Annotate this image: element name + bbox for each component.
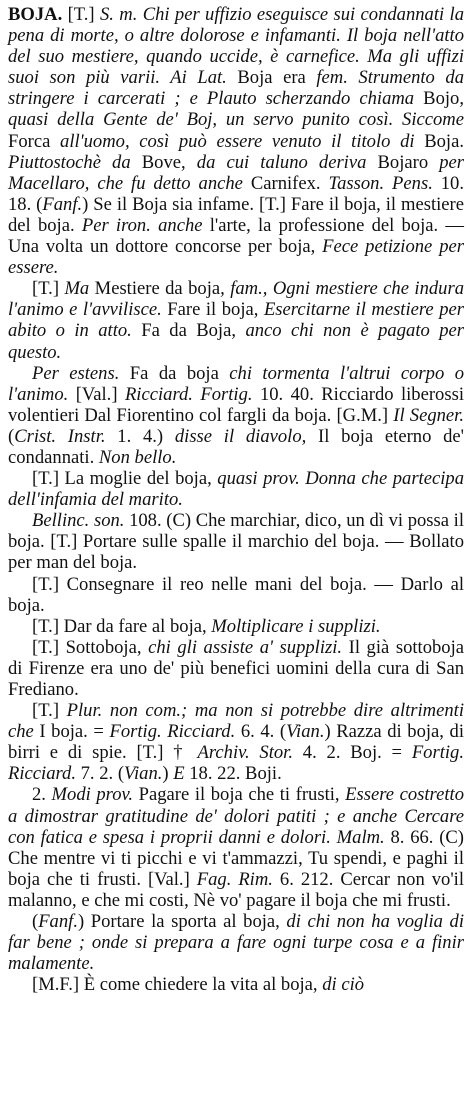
entry-text-segment: Fa da Boja, [131,320,246,342]
entry-paragraph [8,574,464,616]
entry-text-segment: Vian. [124,763,163,785]
entry-text-segment: ) [162,763,174,785]
entry-text-segment: [T.] La moglie del boja, [32,468,218,490]
entry-text-segment: Mestiere da boja [89,278,221,300]
entry-text-segment: 10. 40. Ricciardo liberossi volentieri Dal Fiorentino col fargli da boja. [G.M.] [8,383,464,426]
entry-text-segment: Per iron. anche [81,214,203,236]
entry-text-segment: quasi della Gente de' Boj, un servo punito così. Siccome [8,109,464,131]
headword: BOJA. [8,4,63,25]
entry-text-segment: Carnifex. [242,172,329,194]
entry-text-segment: anco chi non è pagato per questo. [8,320,464,363]
entry-paragraph [8,468,464,510]
entry-text-segment: Non bello. [98,446,177,468]
entry-text-segment: 1. 4.) [105,425,175,447]
entry-text-segment: [M.F.] È come chiedere la vita al boja, [32,974,323,996]
entry-text-segment: Forca [8,130,61,152]
entry-text-segment: per Macellaro, che fu detto anche [8,151,465,194]
entry-text-segment: disse il diavolo, [174,425,307,447]
entry-text-segment: 8. 66. (C) Che mentre vi ti picchi e vi t'ammazzi, Tu spendi, e paghi il boja che ti frusti. [Val.] [8,826,464,890]
entry-text-segment: all'uomo, così può essere venuto il titolo di [60,130,415,152]
entry-text-segment: 10. 18. ( [8,172,465,215]
entry-text-segment: Boja era [226,67,317,89]
entry-text-segment: Plur. non com.; ma non si potrebbe dire altrimenti che [8,700,464,743]
entry-paragraph [8,4,464,278]
entry-text-segment: [T.] [62,4,100,25]
entry-text-segment: Per estens. [32,362,120,384]
entry-text-segment: Fortig. Ricciard. [109,721,236,743]
entry-text-segment: 7. 2. ( [75,763,125,785]
entry-text-segment: S. m. Chi per uffizio eseguisce sui condannati la pena di morte, o altre dolorose e infamanti. Il boja nell'atto del suo mestiere, quando uccide, è carnefice. Ma gli uffizi suoi son più varii. Ai Lat. [8,4,465,89]
entry-text-segment: Il boja eterno de' condannati. [8,425,465,468]
dictionary-entry-boja [8,4,464,995]
entry-paragraph [8,784,464,911]
entry-text-segment: ( [8,425,15,447]
entry-text-segment: Crist. Instr. [14,425,106,447]
entry-text-segment: I boja. = [33,721,110,743]
entry-text-segment: Il già sottoboja di Firenze era uno de' più benefici uomini della cura di San Frediano. [8,636,465,700]
entry-text-segment: 6. 4. ( [235,721,287,743]
entry-text-segment: quasi prov. Donna che partecipa dell'infamia del marito. [8,468,464,511]
entry-text-segment: Essere costretto a dimostrar gratitudine de' dolori patiti ; e anche [8,784,464,827]
entry-paragraph [8,363,464,468]
entry-text-segment: ) Portare la sporta al boja, [77,911,287,933]
entry-text-segment: [T.] Consegnare il reo nelle mani del boja. — Darlo al boja. [8,573,464,616]
entry-text-segment: Fa da boja [119,362,230,384]
entry-text-segment: chi gli assiste a' supplizi. [148,636,343,658]
entry-text-segment: Malm. [336,826,385,848]
entry-paragraph [8,278,464,362]
entry-text-segment: Fortig. Ricciard. [8,742,464,785]
entry-text-segment: [T.] Sottoboja, [32,636,149,658]
entry-text-segment: Fare il boja, [161,299,264,321]
entry-text-segment: di chi non ha voglia di far bene ; onde si prepara a fare ogni turpe cosa e a finir malamente. [8,911,465,975]
entry-text-segment: Fanf. [42,193,83,215]
entry-text-segment: Fece petizione per essere. [8,236,464,279]
entry-text-segment: Bojo, [414,88,464,110]
entry-text-segment: , fam., Ogni mestiere che indura l'animo e l'avvilisce. [8,278,464,321]
entry-text-segment: l'arte, la professione del boja. — Una volta un dottore concorse per boja, [8,214,464,258]
entry-text-segment: 2. [32,784,52,806]
entry-text-segment: 18. 22. Boji. [184,763,282,785]
entry-text-segment: Modi prov. [51,784,134,806]
entry-text-segment: Bojaro [366,151,440,173]
entry-paragraph [8,510,464,573]
entry-text-segment: 108. (C) Che marchiar, dico, un dì vi possa il boja. [T.] Portare sulle spalle il marchio del boja. — Bollato per man del boja. [8,510,465,574]
entry-text-segment: [Val.] [68,383,125,405]
entry-text-segment: [T.] Dar da fare al boja, [32,615,212,637]
entry-text-segment: E [173,763,185,785]
entry-text-segment: chi tormenta l'altrui corpo o l'animo. [8,362,464,405]
entry-text-segment: Il Segner. [393,404,464,426]
entry-paragraph [8,616,464,637]
entry-text-segment: 6. 212. Cercar non vo'il malanno, e che mi costi, Nè vo' pagare il boja che mi frusti. [8,868,465,911]
entry-text-segment: Bove, [130,151,197,173]
entry-text-segment: ) Razza di boja, di birri e di spie. [T.] † [8,721,464,764]
entry-text-segment: Esercitarne il mestiere per abito o in atto. [8,299,465,342]
entry-text-segment: ( [32,911,39,933]
entry-text-segment: Moltiplicare i supplizi. [211,615,381,637]
entry-paragraph [8,700,464,784]
entry-text-segment: [T.] [32,278,65,300]
entry-text-segment: fem. Strumento da stringere i carcerati ; e Plauto scherzando chiama [8,67,464,110]
entry-text-segment: Cercare con fatica e spesa i proprii danni e dolori. [8,805,464,848]
entry-text-segment: Boja. [414,130,464,152]
entry-text-segment: 4. 2. Boj. = [293,742,412,764]
entry-text-segment: ) Se il Boja sia infame. [T.] Fare il boja, il mestiere del boja. [8,193,464,236]
entry-paragraph [8,911,464,974]
entry-text-segment: Tasson. Pens. [328,172,433,194]
entry-text-segment: Bellinc. son. [32,510,125,532]
entry-text-segment: Fanf. [38,911,78,933]
entry-text-segment: Archiv. Stor. [197,742,293,764]
entry-text-segment: Ricciard. Fortig. [124,383,253,405]
entry-text-segment: [T.] [32,700,67,722]
entry-text-segment: Ma [64,278,90,300]
entry-text-segment: Piuttostochè da [8,151,131,173]
entry-text-segment: Fag. Rim. [196,868,273,890]
entry-text-segment: Vian. [286,721,325,743]
entry-text-segment: Pagare il boja che ti frusti, [133,784,346,806]
entry-text-segment: da cui taluno deriva [196,151,367,173]
entry-paragraph [8,974,464,995]
entry-text-segment: di ciò [322,974,365,996]
entry-paragraph [8,637,464,700]
